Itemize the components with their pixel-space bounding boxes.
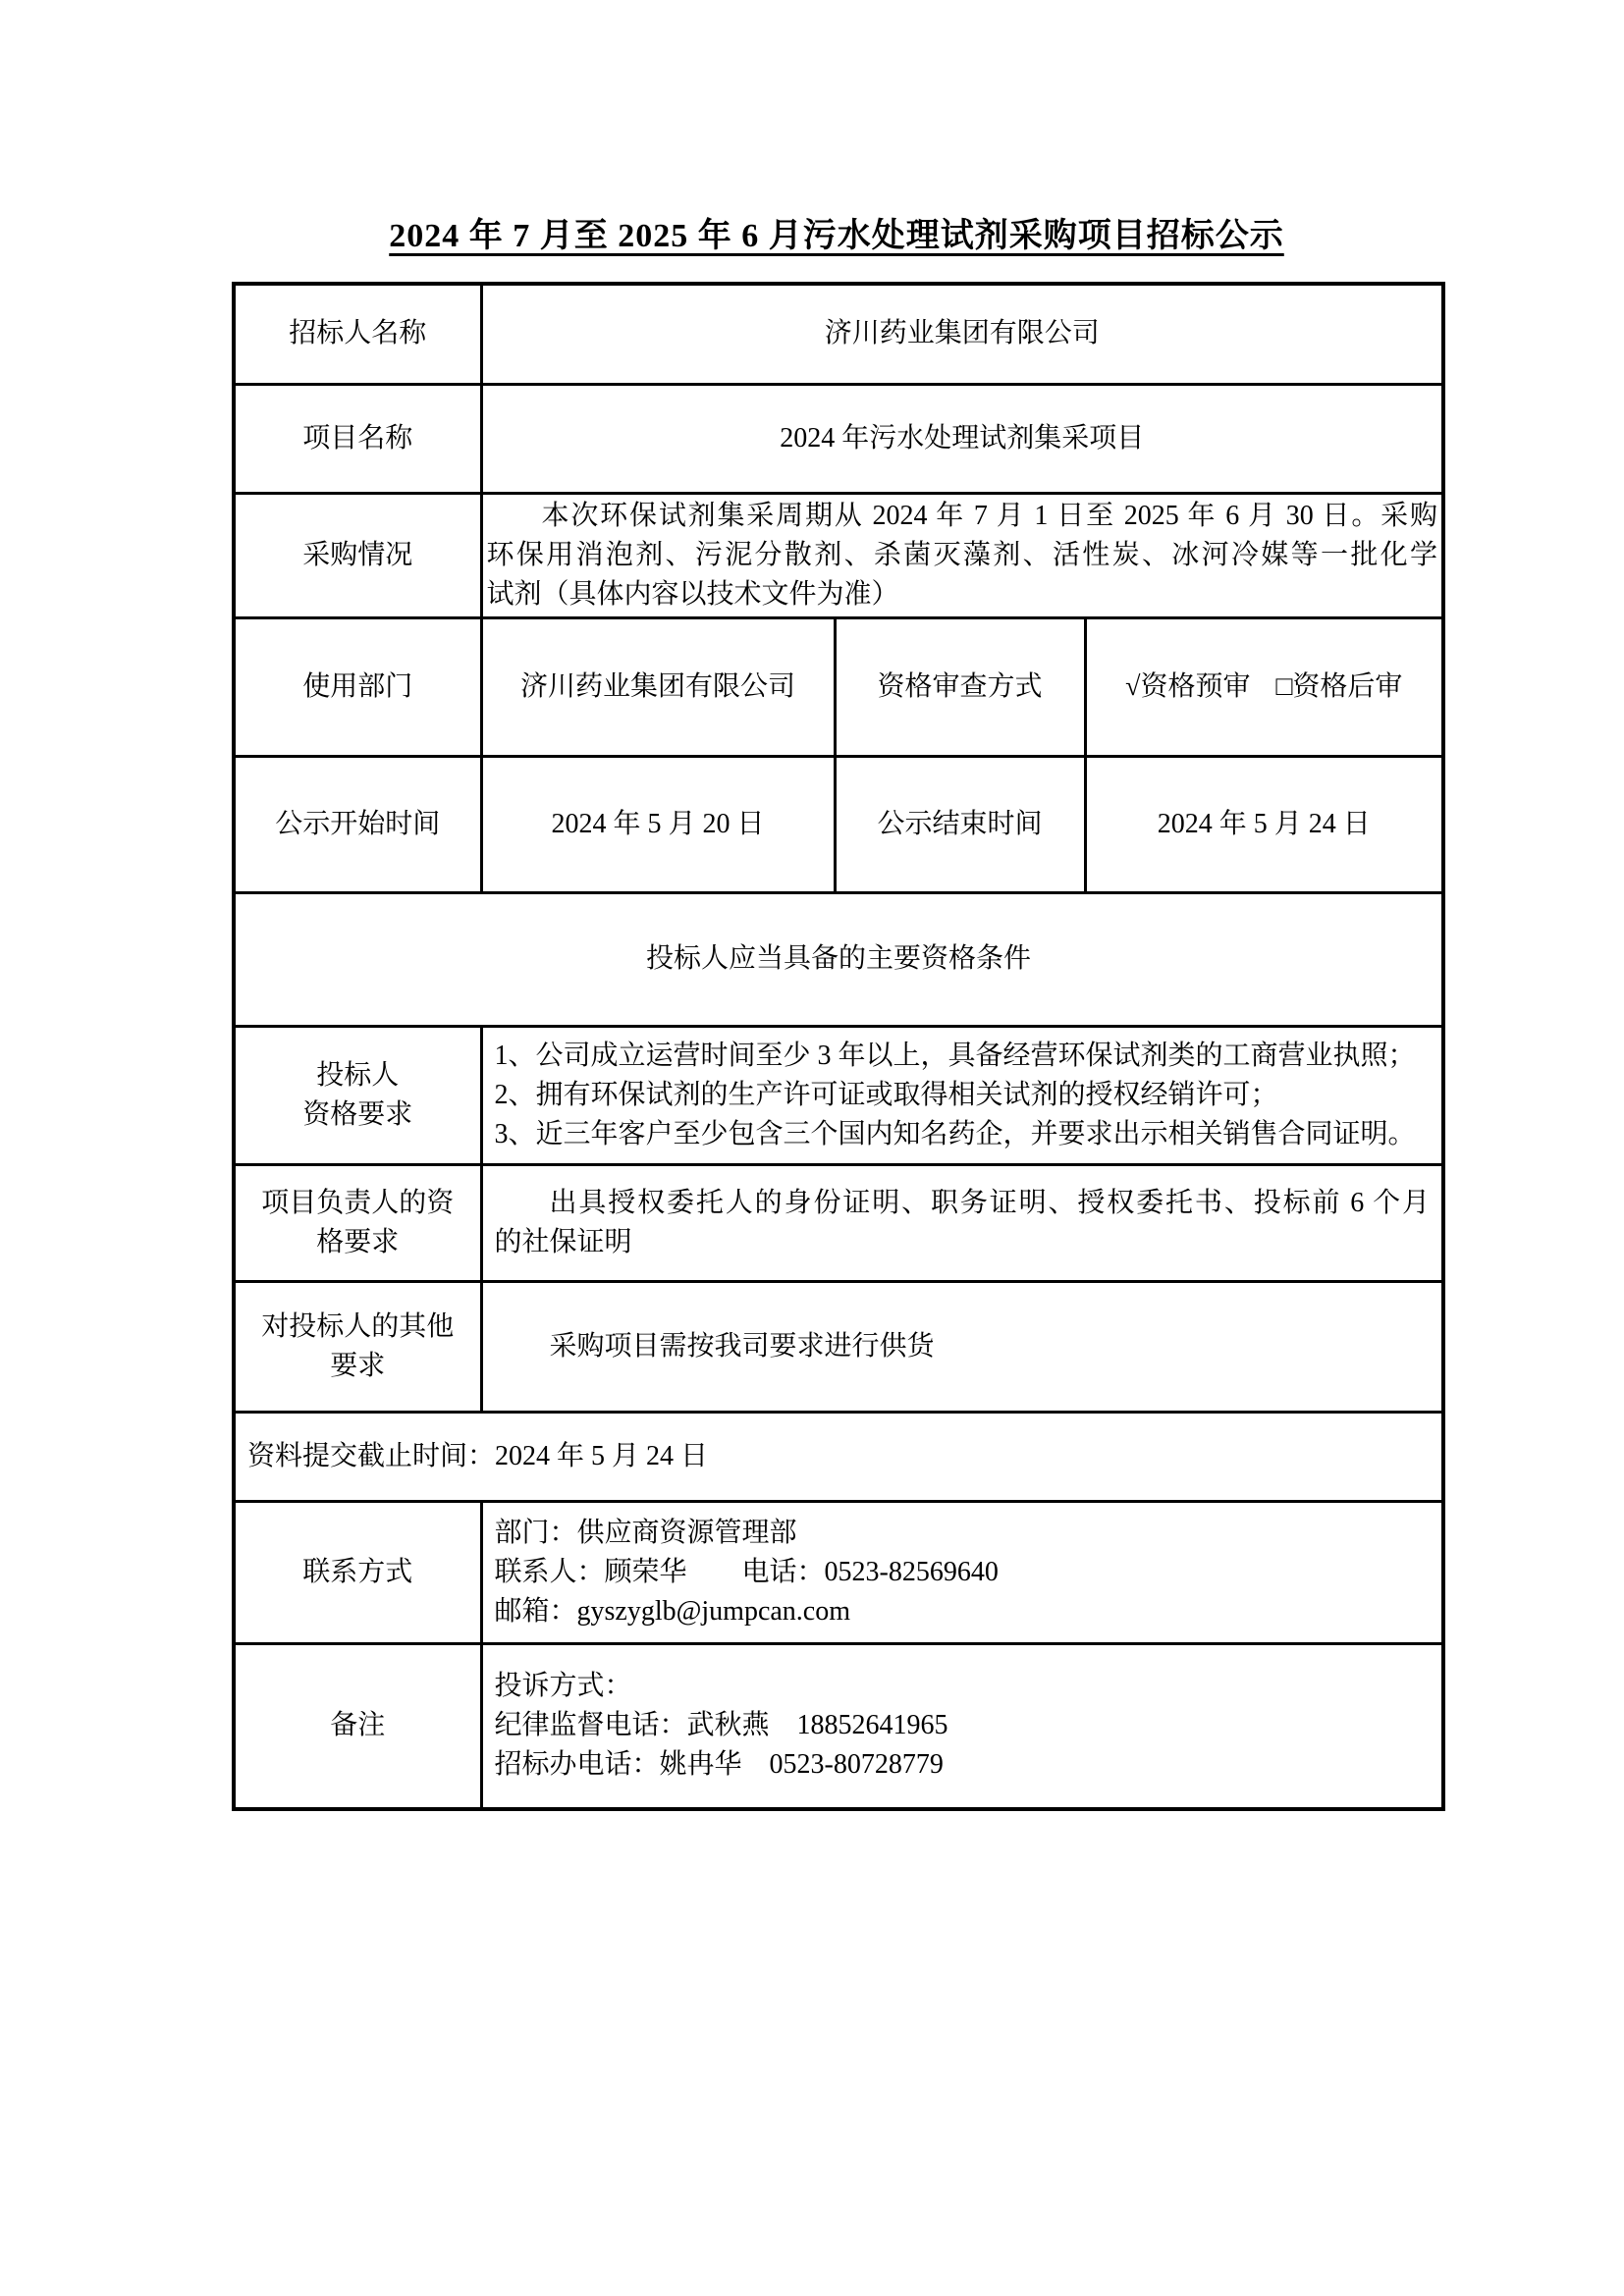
- contact-department-line: 部门：供应商资源管理部: [494, 1517, 797, 1548]
- bid-announcement-table: [232, 282, 1445, 1811]
- manager-qualification-line: 出具授权委托人的身份证明、职务证明、授权委托书、投标前 6 个月: [549, 1187, 1431, 1218]
- bidder-name-label: 招标人名称: [234, 284, 481, 384]
- qualification-method-label: 资格审查方式: [835, 617, 1085, 756]
- procurement-line: 本次环保试剂集采周期从 2024 年 7 月 1 日至 2025 年 6 月 30 日。采购: [541, 500, 1438, 531]
- contact-email-line: 邮箱：gyszyglb@jumpcan.com: [494, 1595, 851, 1627]
- other-requirements-label-line: 要求: [330, 1350, 386, 1381]
- table-row-contact: [234, 1501, 1443, 1643]
- table-row-bidder-name: [234, 284, 1443, 384]
- publicity-start-label: 公示开始时间: [234, 756, 481, 892]
- bidder-qualification-line: 2、拥有环保试剂的生产许可证或取得相关试剂的授权经销许可；: [494, 1079, 1278, 1110]
- qualification-method-value: [1085, 617, 1443, 756]
- submission-deadline: 资料提交截止时间：2024 年 5 月 24 日: [234, 1412, 1443, 1501]
- procurement-line: 试剂（具体内容以技术文件为准）: [486, 578, 899, 610]
- remarks-value: [481, 1643, 1443, 1809]
- other-requirements-label-line: 对投标人的其他: [261, 1310, 455, 1342]
- prequalification-checked-option: √资格预审: [1125, 670, 1251, 702]
- table-row-bidder-qualification: [234, 1026, 1443, 1164]
- manager-qualification-label-line: 项目负责人的资: [261, 1187, 455, 1218]
- remarks-discipline-phone-line: 纪律监督电话：武秋燕 18852641965: [494, 1710, 948, 1741]
- table-row-project-name: [234, 384, 1443, 493]
- publicity-end-label: 公示结束时间: [835, 756, 1085, 892]
- bidder-qualification-value: [481, 1026, 1443, 1164]
- table-row-remarks: [234, 1643, 1443, 1809]
- remarks-bid-office-phone-line: 招标办电话：姚冉华 0523-80728779: [494, 1749, 944, 1781]
- bidder-qualification-label-line: 投标人: [316, 1059, 400, 1091]
- table-row-submission-deadline: [234, 1412, 1443, 1501]
- manager-qualification-value: [481, 1164, 1443, 1281]
- manager-qualification-label-line: 格要求: [316, 1226, 400, 1257]
- qualification-header: 投标人应当具备的主要资格条件: [234, 892, 1443, 1026]
- table-row-publicity-period: [234, 756, 1443, 892]
- procurement-value: [481, 493, 1443, 617]
- table-row-manager-qualification: [234, 1164, 1443, 1281]
- publicity-start-value: 2024 年 5 月 20 日: [481, 756, 835, 892]
- manager-qualification-label: [234, 1164, 481, 1281]
- contact-person-phone-line: 联系人：顾荣华 电话：0523-82569640: [494, 1556, 999, 1587]
- project-name-value: 2024 年污水处理试剂集采项目: [481, 384, 1443, 493]
- contact-label: 联系方式: [234, 1501, 481, 1643]
- table-row-procurement-details: [234, 493, 1443, 617]
- other-requirements-label: [234, 1281, 481, 1412]
- postqualification-unchecked-option: □资格后审: [1275, 670, 1403, 702]
- procurement-label: 采购情况: [234, 493, 481, 617]
- contact-value: [481, 1501, 1443, 1643]
- bidder-name-value: 济川药业集团有限公司: [481, 284, 1443, 384]
- page-title: 2024 年 7 月至 2025 年 6 月污水处理试剂采购项目招标公示: [389, 218, 1284, 254]
- table-row-other-requirements: [234, 1281, 1443, 1412]
- bidder-qualification-label-line: 资格要求: [302, 1098, 413, 1130]
- publicity-end-value: 2024 年 5 月 24 日: [1085, 756, 1443, 892]
- using-department-value: 济川药业集团有限公司: [481, 617, 835, 756]
- other-requirements-value: 采购项目需按我司要求进行供货: [481, 1281, 1443, 1412]
- table-row-qualification-header: [234, 892, 1443, 1026]
- bidder-qualification-line: 3、近三年客户至少包含三个国内知名药企，并要求出示相关销售合同证明。: [494, 1118, 1416, 1149]
- using-department-label: 使用部门: [234, 617, 481, 756]
- bidder-qualification-label: [234, 1026, 481, 1164]
- remarks-complaint-line: 投诉方式：: [494, 1671, 632, 1702]
- manager-qualification-line: 的社保证明: [494, 1226, 632, 1257]
- procurement-line: 环保用消泡剂、污泥分散剂、杀菌灭藻剂、活性炭、冰河冷媒等一批化学: [486, 539, 1438, 570]
- remarks-label: 备注: [234, 1643, 481, 1809]
- table-row-using-department: [234, 617, 1443, 756]
- bidder-qualification-line: 1、公司成立运营时间至少 3 年以上，具备经营环保试剂类的工商营业执照；: [494, 1040, 1416, 1071]
- project-name-label: 项目名称: [234, 384, 481, 493]
